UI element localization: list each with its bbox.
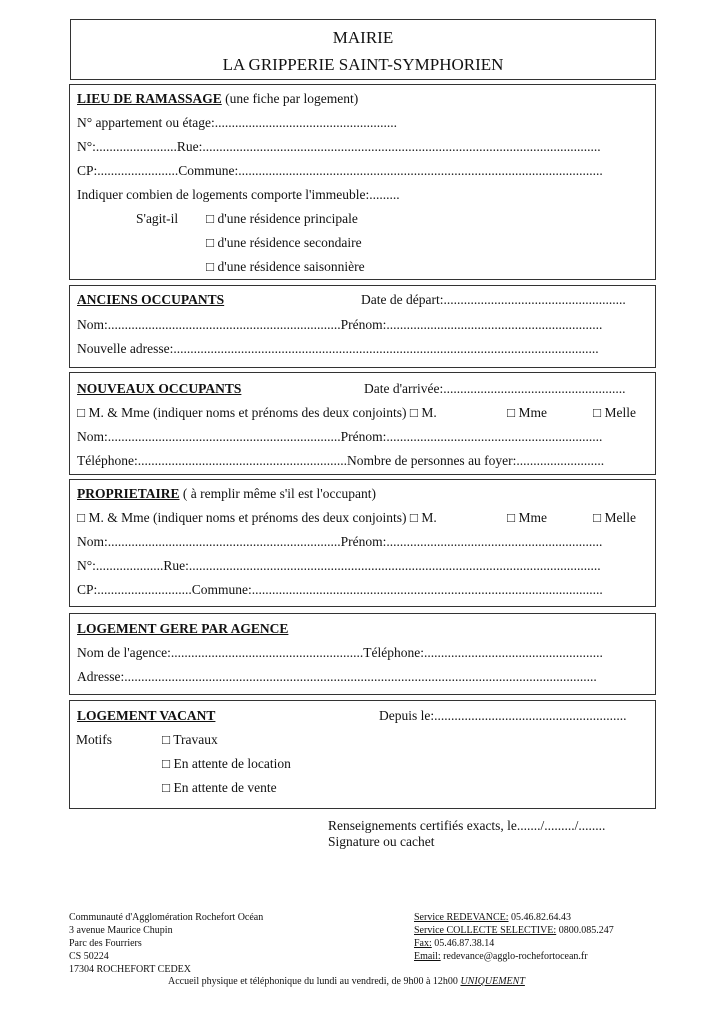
field-anciens-nom-prenom[interactable]: Nom:.....................................................................Prénom:................................................................ [77, 317, 603, 332]
checkbox-nouveaux-civilite[interactable]: □ M. & Mme (indiquer noms et prénoms des deux conjoints) □ M. [77, 405, 437, 420]
field-vacant-depuis[interactable]: Depuis le:......................................................... [379, 708, 627, 723]
checkbox-proprietaire-melle[interactable]: □ Melle [593, 510, 637, 525]
footer-address-street: 3 avenue Maurice Chupin [69, 925, 173, 936]
section-proprietaire [69, 479, 656, 607]
field-nouvelle-adresse[interactable]: Nouvelle adresse:.............................................................................................................................. [77, 341, 599, 356]
field-date-arrivee[interactable]: Date d'arrivée:...................................................... [364, 381, 626, 396]
nouveaux-title: NOUVEAUX OCCUPANTS [77, 381, 242, 396]
field-nombre-logements[interactable]: Indiquer combien de logements comporte l'immeuble:......... [77, 187, 400, 202]
footer-accueil-text: Accueil physique et téléphonique du lundi au vendredi, de 9h00 à 12h00 [168, 976, 461, 987]
sagit-label: S'agit-il [136, 211, 179, 226]
footer-redevance-label: Service REDEVANCE: [414, 912, 509, 923]
footer-accueil-uniquement: UNIQUEMENT [460, 976, 525, 987]
field-date-depart[interactable]: Date de départ:...................................................... [361, 292, 626, 307]
footer-email-address[interactable]: redevance@agglo-rochefortocean.fr [440, 951, 588, 962]
checkbox-attente-location[interactable]: □ En attente de location [162, 756, 291, 771]
field-nouveaux-nom-prenom[interactable]: Nom:.....................................................................Prénom:................................................................ [77, 429, 603, 444]
footer-org-name: Communauté d'Agglomération Rochefort Océan [69, 912, 264, 923]
motifs-label: Motifs [76, 732, 113, 747]
lieu-title-line [77, 91, 358, 107]
footer-address-park: Parc des Fourriers [69, 938, 142, 949]
field-agence-adresse[interactable]: Adresse:............................................................................................................................................ [77, 669, 597, 684]
checkbox-residence-saisonniere[interactable]: □ d'une résidence saisonnière [206, 259, 365, 274]
anciens-title: ANCIENS OCCUPANTS [77, 292, 225, 307]
section-logement-vacant [69, 700, 656, 809]
footer-accueil [168, 976, 525, 989]
field-proprietaire-nom-prenom[interactable]: Nom:.....................................................................Prénom:................................................................ [77, 534, 603, 549]
checkbox-proprietaire-civilite[interactable]: □ M. & Mme (indiquer noms et prénoms des deux conjoints) □ M. [77, 510, 437, 525]
lieu-subtitle: (une fiche par logement) [221, 91, 359, 106]
section-lieu-ramassage [69, 84, 656, 280]
field-num-rue[interactable]: N°:........................Rue:...................................................................................................................... [77, 139, 601, 154]
checkbox-residence-principale[interactable]: □ d'une résidence principale [206, 211, 358, 226]
footer-address-city: 17304 ROCHEFORT CEDEX [69, 964, 192, 975]
vacant-title: LOGEMENT VACANT [77, 708, 216, 723]
proprietaire-subtitle: ( à remplir même s'il est l'occupant) [179, 486, 376, 501]
section-anciens-occupants [69, 285, 656, 368]
header-box [70, 19, 656, 80]
proprietaire-title-line [77, 486, 376, 502]
lieu-title: LIEU DE RAMASSAGE [77, 91, 222, 106]
footer-collecte-label: Service COLLECTE SELECTIVE: [414, 925, 557, 936]
footer-email [414, 951, 588, 964]
checkbox-travaux[interactable]: □ Travaux [162, 732, 218, 747]
footer-email-label: Email: [414, 951, 441, 962]
agence-title: LOGEMENT GERE PAR AGENCE [77, 621, 289, 636]
checkbox-nouveaux-melle[interactable]: □ Melle [593, 405, 637, 420]
section-logement-agence [69, 613, 656, 695]
checkbox-nouveaux-mme[interactable]: □ Mme [507, 405, 548, 420]
field-proprietaire-cp-commune[interactable]: CP:............................Commune:........................................................................................................ [77, 582, 603, 597]
signature-label: Signature ou cachet [328, 834, 435, 849]
field-cp-commune[interactable]: CP:........................Commune:............................................................................................................ [77, 163, 603, 178]
field-certification-date[interactable]: Renseignements certifiés exacts, le......./........./........ [328, 818, 606, 833]
section-nouveaux-occupants [69, 372, 656, 475]
checkbox-residence-secondaire[interactable]: □ d'une résidence secondaire [206, 235, 362, 250]
footer-redevance-phone: 05.46.82.64.43 [508, 912, 572, 923]
footer-redevance [414, 912, 571, 925]
footer-fax-label: Fax: [414, 938, 432, 949]
checkbox-proprietaire-mme[interactable]: □ Mme [507, 510, 548, 525]
footer-fax [414, 938, 494, 951]
header-mairie: MAIRIE [332, 28, 394, 47]
footer-collecte-phone: 0800.085.247 [556, 925, 614, 936]
field-proprietaire-num-rue[interactable]: N°:....................Rue:.......................................................................................................................... [77, 558, 601, 573]
field-telephone-foyer[interactable]: Téléphone:..............................................................Nombre de personnes au foyer:.......................... [77, 453, 605, 468]
field-appartement[interactable]: N° appartement ou étage:...................................................... [77, 115, 397, 130]
header-commune: LA GRIPPERIE SAINT-SYMPHORIEN [222, 55, 504, 74]
proprietaire-title: PROPRIETAIRE [77, 486, 180, 501]
field-agence-nom-telephone[interactable]: Nom de l'agence:.........................................................Téléphone:..................................................... [77, 645, 603, 660]
checkbox-attente-vente[interactable]: □ En attente de vente [162, 780, 277, 795]
footer-fax-number: 05.46.87.38.14 [431, 938, 495, 949]
footer-address-cs: CS 50224 [69, 951, 109, 962]
footer-collecte [414, 925, 614, 938]
